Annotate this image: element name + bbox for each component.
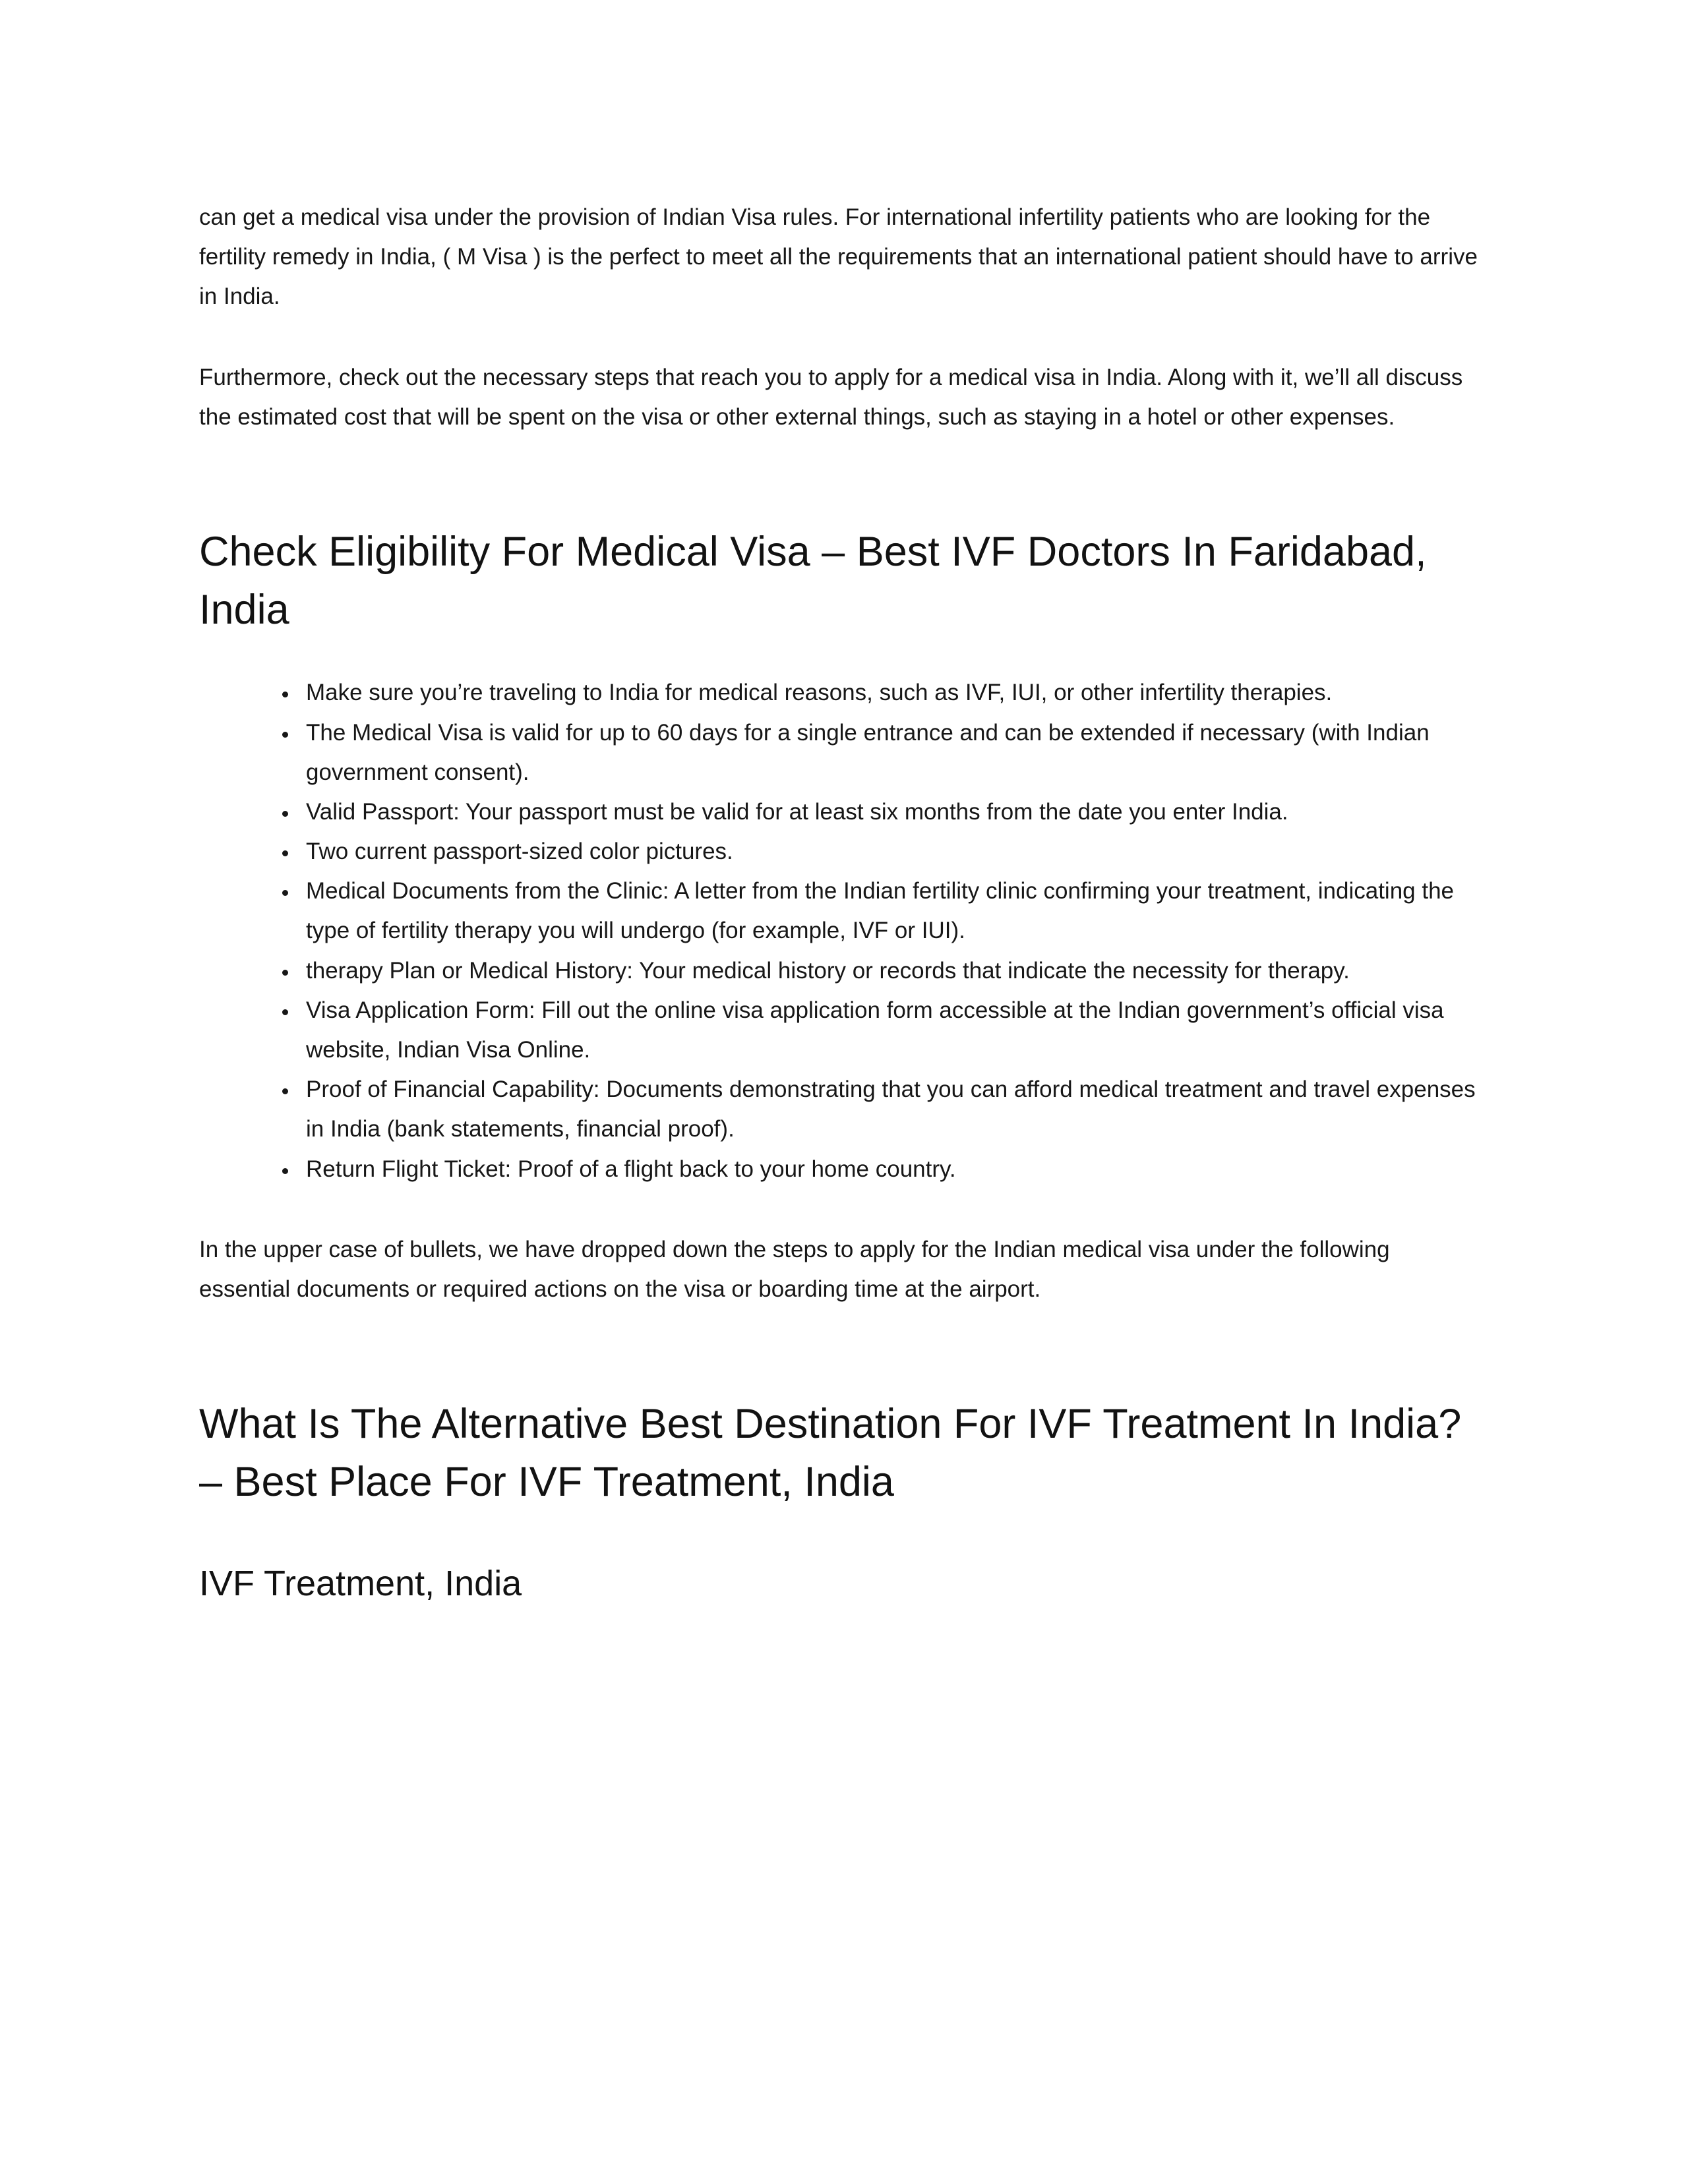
eligibility-heading: Check Eligibility For Medical Visa – Best IVF Doctors In Faridabad, India [199, 528, 1427, 634]
bullet-item-medical-reasons: • Make sure you’re traveling to India for medical reasons, such as IVF, IUI, or other infertility therapies. [298, 673, 1484, 713]
intro-paragraph-2: Furthermore, check out the necessary steps that reach you to apply for a medical visa in India. Along with it, we’ll all discuss the estimated cost that will be spent on the visa or other external things, such as staying in a hotel or other expenses. [199, 364, 1463, 430]
bullet-item-passport-pictures: • Two current passport-sized color pictures. [298, 832, 1484, 871]
intro-paragraph-1: can get a medical visa under the provision of Indian Visa rules. For international infertility patients who are looking for the fertility remedy in India, ( M Visa ) is the perfect to meet all the requirements that an international patient should have to arrive in India. [199, 204, 1478, 310]
bullet-item-visa-validity: • The Medical Visa is valid for up to 60 days for a single entrance and can be extended if necessary (with Indian government consent). [298, 713, 1484, 792]
ivf-treatment-subheading: IVF Treatment, India [199, 1563, 522, 1603]
bullet-item-return-flight: • Return Flight Ticket: Proof of a flight back to your home country. [298, 1150, 1484, 1189]
bullet-item-valid-passport: • Valid Passport: Your passport must be valid for at least six months from the date you enter India. [298, 792, 1484, 832]
alternative-destination-heading: What Is The Alternative Best Destination For IVF Treatment In India? – Best Place For IVF Treatment, India [199, 1401, 1462, 1506]
bullet-item-therapy-plan: • therapy Plan or Medical History: Your medical history or records that indicate the necessity for therapy. [298, 951, 1484, 991]
eligibility-bullet-list [199, 673, 1484, 1189]
bullet-item-financial-proof: • Proof of Financial Capability: Documents demonstrating that you can afford medical treatment and travel expenses in India (bank statements, financial proof). [298, 1070, 1484, 1149]
bullet-item-medical-documents: • Medical Documents from the Clinic: A letter from the Indian fertility clinic confirming your treatment, indicating the type of fertility therapy you will undergo (for example, IVF or IUI). [298, 871, 1484, 951]
eligibility-closing-paragraph: In the upper case of bullets, we have dropped down the steps to apply for the Indian medical visa under the following essential documents or required actions on the visa or boarding time at the airport. [199, 1236, 1390, 1302]
bullet-item-visa-application-form: • Visa Application Form: Fill out the online visa application form accessible at the Indian government’s official visa website, Indian Visa Online. [298, 991, 1484, 1070]
